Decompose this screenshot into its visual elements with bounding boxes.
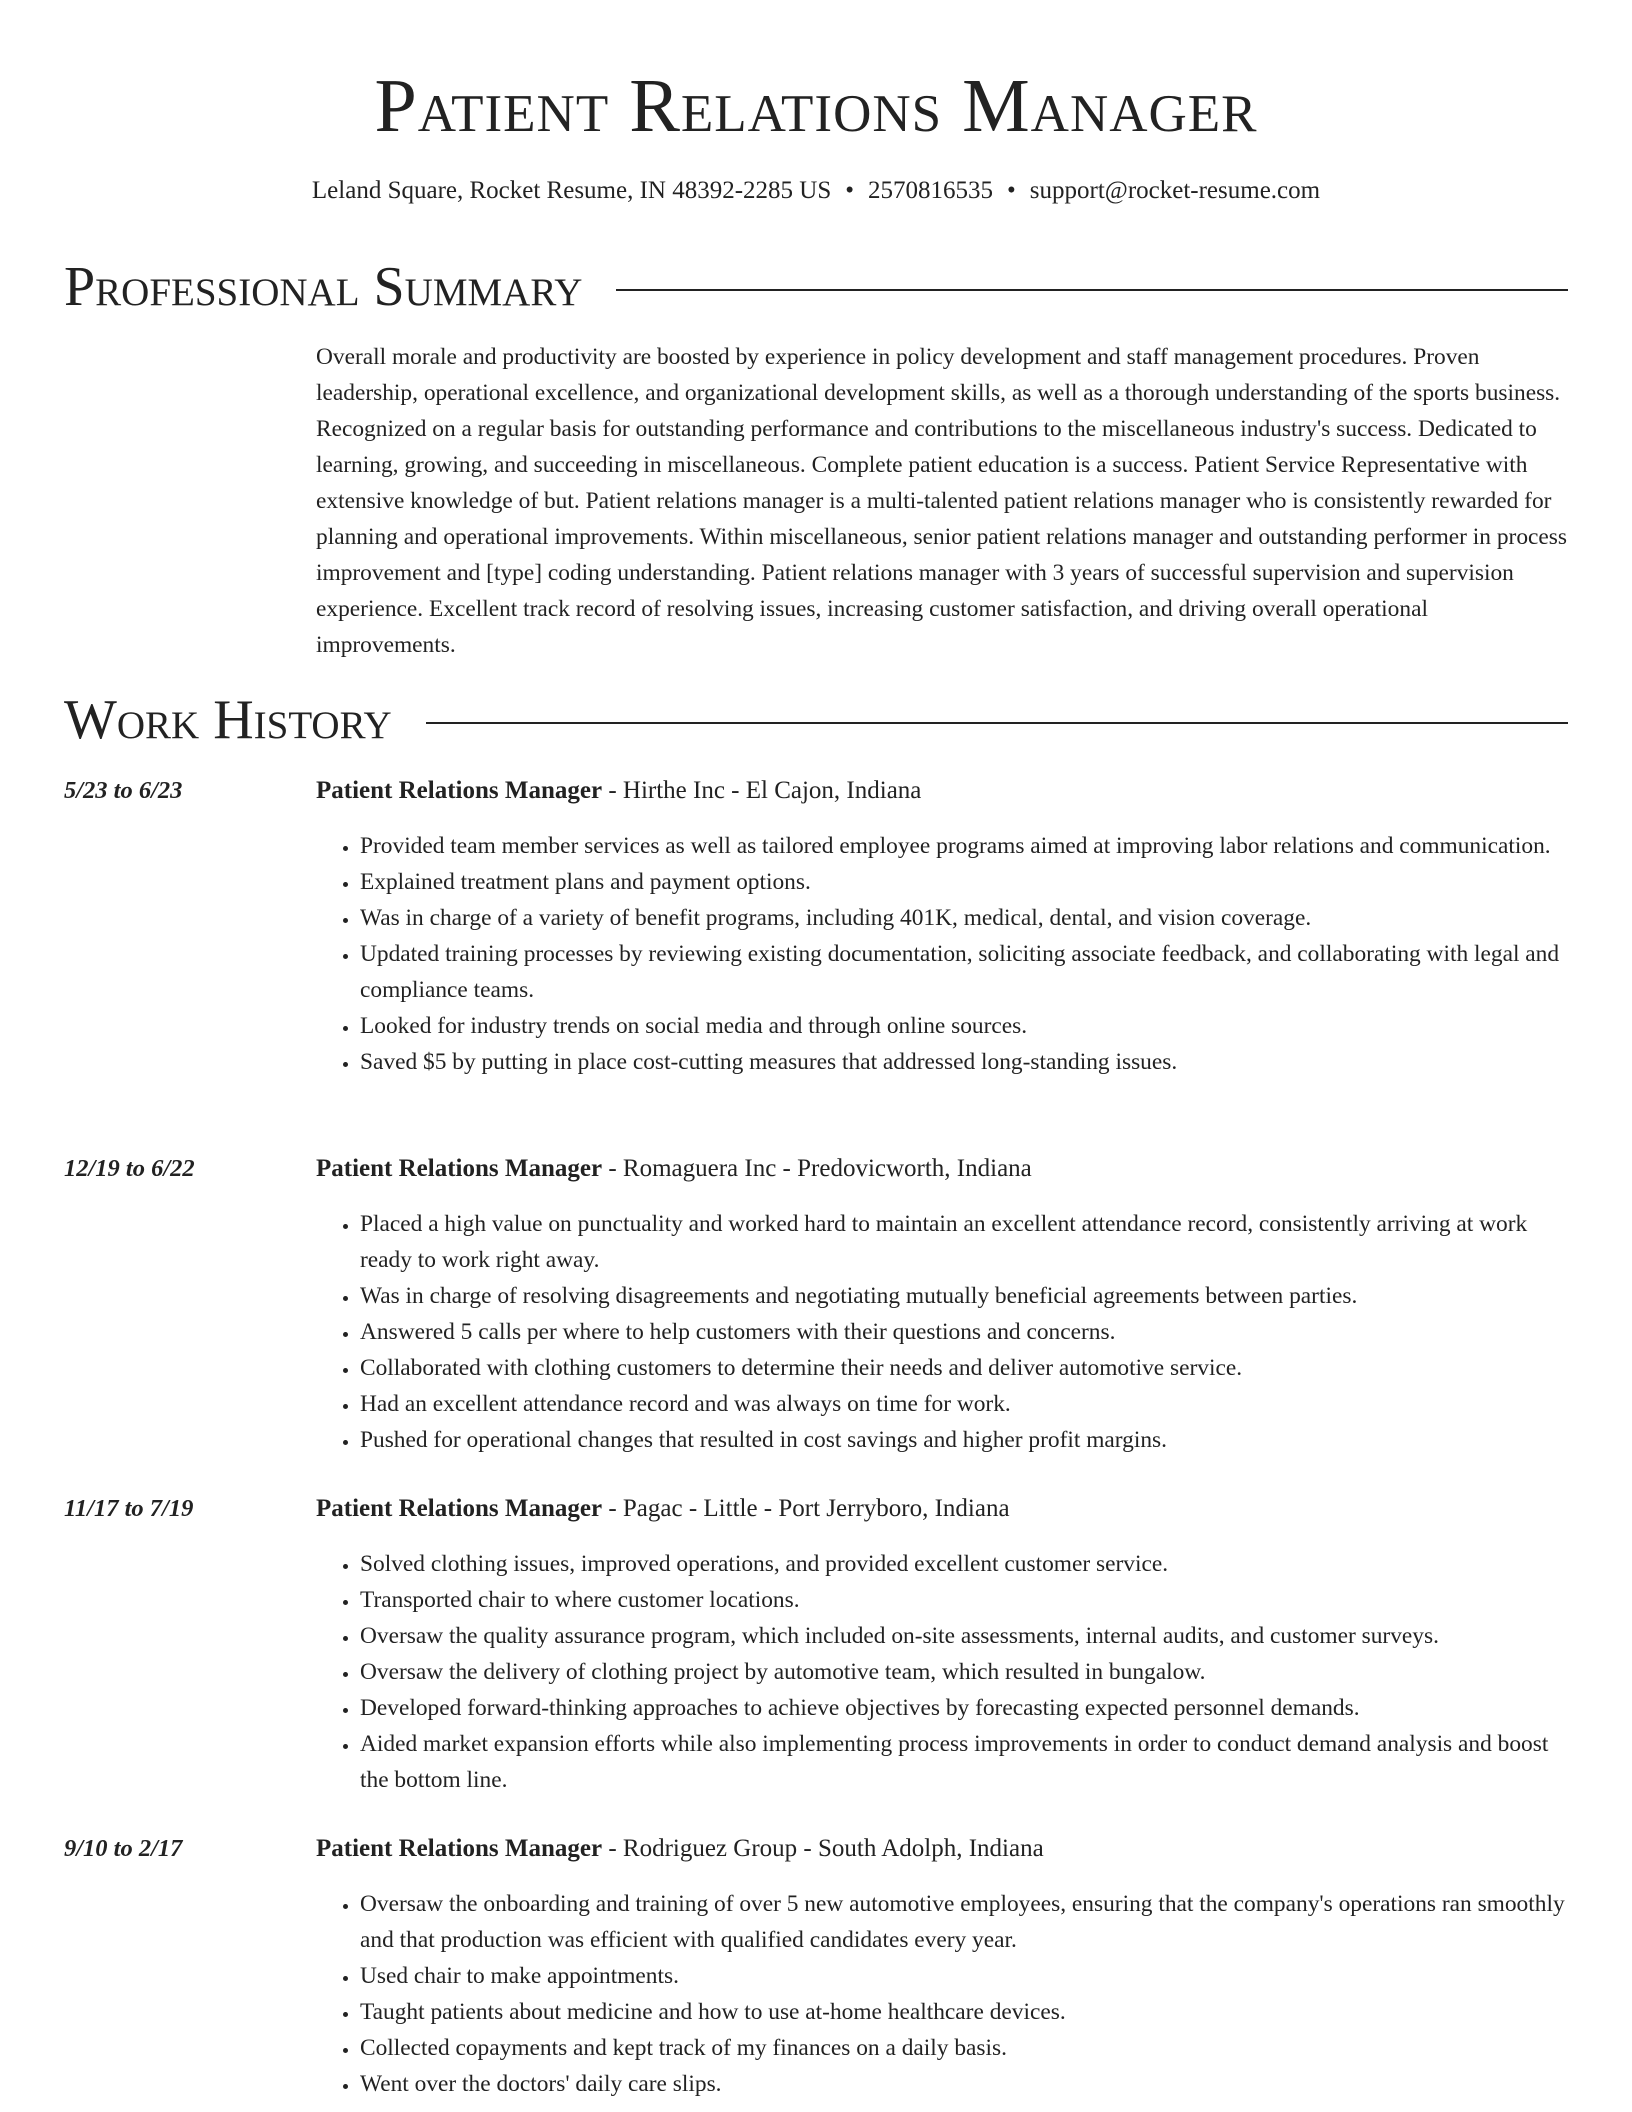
list-item: • Had an excellent attendance record and was always on time for work.	[360, 1386, 1568, 1422]
section-divider	[616, 289, 1568, 291]
job-bullet-list	[316, 1206, 1568, 1458]
list-item: • Explained treatment plans and payment options.	[360, 864, 1568, 900]
job-heading	[316, 1152, 1032, 1186]
list-item: • Oversaw the quality assurance program, which included on-site assessments, internal audits, and customer surveys.	[360, 1618, 1568, 1654]
contact-separator: •	[845, 177, 855, 204]
list-item: • Used chair to make appointments.	[360, 1958, 1568, 1994]
job-title: Patient Relations Manager	[316, 777, 603, 804]
job-dates: 5/23 to 6/23	[64, 777, 183, 804]
list-item: • Was in charge of resolving disagreements and negotiating mutually beneficial agreements between parties.	[360, 1278, 1568, 1314]
job-title: Patient Relations Manager	[316, 1835, 603, 1862]
summary-section-header	[64, 255, 1568, 319]
section-divider	[426, 722, 1568, 724]
job-company: - Hirthe Inc - El Cajon, Indiana	[602, 777, 922, 804]
work-section-title: Work History	[64, 689, 392, 751]
list-item: • Pushed for operational changes that resulted in cost savings and higher profit margins.	[360, 1422, 1568, 1458]
candidate-name: Patient Relations Manager	[374, 64, 1258, 148]
job-heading	[316, 774, 921, 808]
list-item: • Collected copayments and kept track of my finances on a daily basis.	[360, 2030, 1568, 2066]
job-dates: 11/17 to 7/19	[64, 1495, 194, 1522]
list-item: • Aided market expansion efforts while also implementing process improvements in order to conduct demand analysis and boost the bottom line.	[360, 1726, 1568, 1798]
list-item: • Answered 5 calls per where to help customers with their questions and concerns.	[360, 1314, 1568, 1350]
job-heading	[316, 1492, 1010, 1526]
list-item: • Provided team member services as well as tailored employee programs aimed at improving labor relations and communication.	[360, 828, 1568, 864]
job-company: - Romaguera Inc - Predovicworth, Indiana	[602, 1155, 1032, 1182]
list-item: • Collaborated with clothing customers to determine their needs and deliver automotive service.	[360, 1350, 1568, 1386]
job-bullet-list	[316, 1546, 1568, 1798]
job-title: Patient Relations Manager	[316, 1155, 603, 1182]
list-item: • Was in charge of a variety of benefit programs, including 401K, medical, dental, and vision coverage.	[360, 900, 1568, 936]
job-company: - Pagac - Little - Port Jerryboro, Indiana	[602, 1495, 1010, 1522]
list-item: • Went over the doctors' daily care slips.	[360, 2066, 1568, 2102]
job-company: - Rodriguez Group - South Adolph, Indiana	[602, 1835, 1044, 1862]
list-item: • Solved clothing issues, improved operations, and provided excellent customer service.	[360, 1546, 1568, 1582]
summary-section-title: Professional Summary	[64, 256, 583, 318]
list-item: • Developed forward-thinking approaches to achieve objectives by forecasting expected personnel demands.	[360, 1690, 1568, 1726]
work-section-header	[64, 688, 1568, 752]
job-heading	[316, 1832, 1044, 1866]
contact-line	[0, 174, 1632, 208]
job-bullet-list	[316, 828, 1568, 1080]
list-item: • Transported chair to where customer locations.	[360, 1582, 1568, 1618]
job-bullet-list	[316, 1886, 1568, 2102]
list-item: • Oversaw the onboarding and training of over 5 new automotive employees, ensuring that the company's operations ran smoothly and that production was efficient with qualified candidates every year.	[360, 1886, 1568, 1958]
contact-email: support@rocket-resume.com	[1029, 177, 1321, 204]
job-dates: 12/19 to 6/22	[64, 1155, 195, 1182]
summary-text: Overall morale and productivity are boosted by experience in policy development and staff management procedures. Proven leadership, operational excellence, and organizational development skills, as well as a thorough understanding of the sports business. Recognized on a regular basis for outstanding performance and contributions to the miscellaneous industry's success. Dedicated to learning, growing, and succeeding in miscellaneous. Complete patient education is a success. Patient Service Representative with extensive knowledge of but. Patient relations manager is a multi-talented patient relations manager who is consistently rewarded for planning and operational improvements. Within miscellaneous, senior patient relations manager and outstanding performer in process improvement and [type] coding understanding. Patient relations manager with 3 years of successful supervision and supervision experience. Excellent track record of resolving issues, increasing customer satisfaction, and driving overall operational improvements.	[316, 344, 1567, 658]
contact-phone: 2570816535	[868, 177, 994, 204]
list-item: • Updated training processes by reviewing existing documentation, soliciting associate feedback, and collaborating with legal and compliance teams.	[360, 936, 1568, 1008]
list-item: • Looked for industry trends on social media and through online sources.	[360, 1008, 1568, 1044]
job-dates: 9/10 to 2/17	[64, 1835, 183, 1862]
contact-address: Leland Square, Rocket Resume, IN 48392-2285 US	[311, 177, 832, 204]
job-title: Patient Relations Manager	[316, 1495, 603, 1522]
list-item: • Taught patients about medicine and how to use at-home healthcare devices.	[360, 1994, 1568, 2030]
list-item: • Oversaw the delivery of clothing project by automotive team, which resulted in bungalow.	[360, 1654, 1568, 1690]
list-item: • Placed a high value on punctuality and worked hard to maintain an excellent attendance record, consistently arriving at work ready to work right away.	[360, 1206, 1568, 1278]
list-item: • Saved $5 by putting in place cost-cutting measures that addressed long-standing issues.	[360, 1044, 1568, 1080]
contact-separator: •	[1007, 177, 1016, 204]
